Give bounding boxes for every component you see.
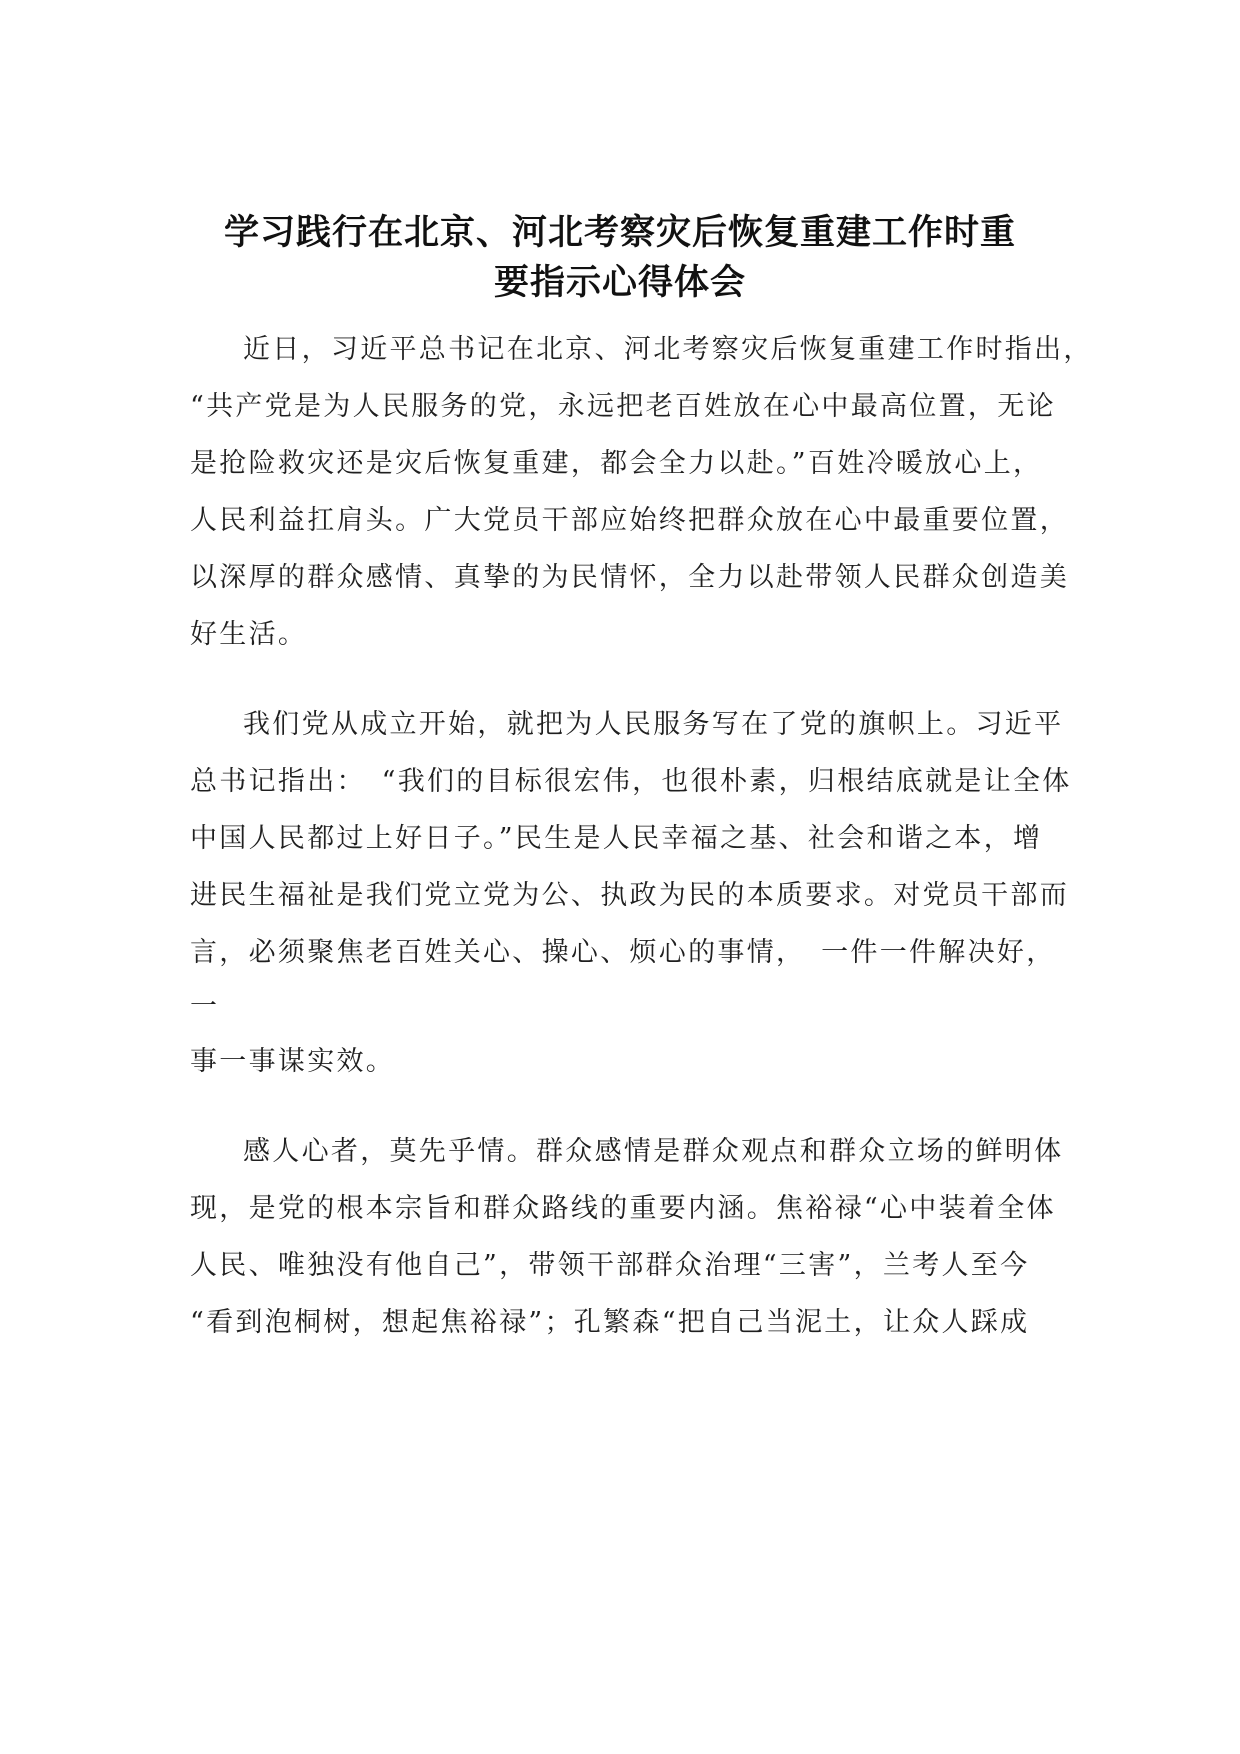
paragraph-2-line-4: 进民生福祉是我们党立党为公、执政为民的本质要求。对党员干部而 <box>190 880 1069 911</box>
paragraph-2-line-6: 一 <box>190 991 220 1022</box>
paragraph-3-line-4: “看到泡桐树，想起焦裕禄”；孔繁森“把自己当泥土，让众人踩成 <box>190 1307 1030 1338</box>
paragraph-2-line-1: 我们党从成立开始，就把为人民服务写在了党的旗帜上。习近平 <box>243 709 1064 740</box>
document-title-line-1: 学习践行在北京、河北考察灾后恢复重建工作时重 <box>223 213 1016 253</box>
paragraph-3-line-1: 感人心者，莫先乎情。群众感情是群众观点和群众立场的鲜明体 <box>243 1136 1064 1167</box>
paragraph-1-line-4: 人民利益扛肩头。广大党员干部应始终把群众放在心中最重要位置， <box>190 505 1069 536</box>
document-title-line-2: 要指示心得体会 <box>493 263 746 303</box>
paragraph-1-line-6: 好生活。 <box>190 619 308 650</box>
paragraph-1-line-5: 以深厚的群众感情、真挚的为民情怀，全力以赴带领人民群众创造美 <box>190 562 1069 593</box>
paragraph-2-line-5: 言，必须聚焦老百姓关心、操心、烦心的事情， 一件一件解决好， <box>190 937 1056 968</box>
paragraph-2-line-7: 事一事谋实效。 <box>190 1046 396 1077</box>
paragraph-1-line-1: 近日，习近平总书记在北京、河北考察灾后恢复重建工作时指出， <box>243 334 1093 365</box>
paragraph-3-line-3: 人民、唯独没有他自己”，带领干部群众治理“三害”，兰考人至今 <box>190 1250 1030 1281</box>
paragraph-3-line-2: 现，是党的根本宗旨和群众路线的重要内涵。焦裕禄“心中装着全体 <box>190 1193 1056 1224</box>
paragraph-1-line-3: 是抢险救灾还是灾后恢复重建，都会全力以赴。”百姓冷暖放心上， <box>190 448 1043 479</box>
paragraph-2-line-3: 中国人民都过上好日子。”民生是人民幸福之基、社会和谐之本，增 <box>190 823 1043 854</box>
paragraph-1-line-2: “共产党是为人民服务的党，永远把老百姓放在心中最高位置，无论 <box>190 391 1056 422</box>
paragraph-2-line-2: 总书记指出： “我们的目标很宏伟，也很朴素，归根结底就是让全体 <box>190 766 1072 797</box>
